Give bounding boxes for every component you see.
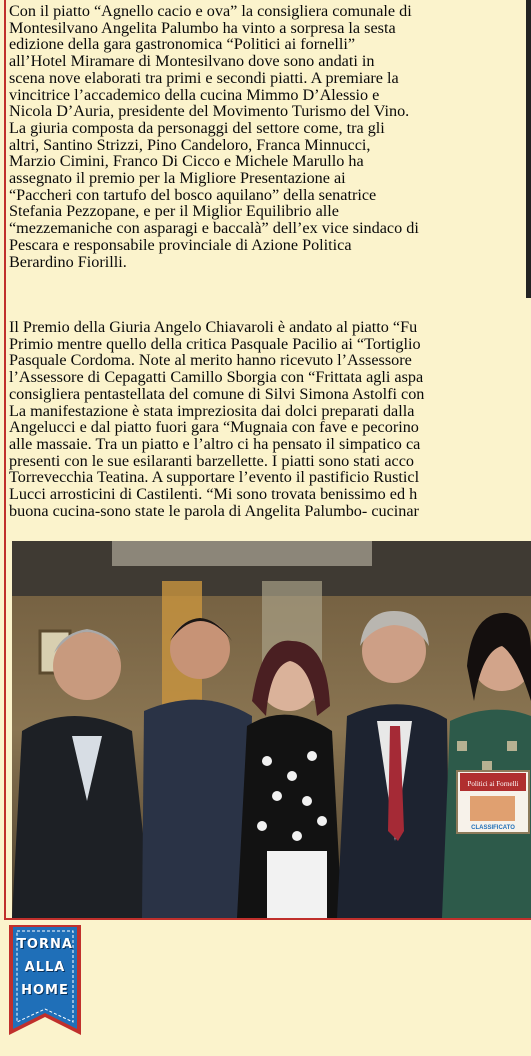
text-line: scena nove elaborati tra primi e secondi piatti. A premiare la xyxy=(9,68,399,87)
text-line: alle massaie. Tra un piatto e l’altro ci ha pensato il simpatico ca xyxy=(9,434,421,453)
text-line: Con il piatto “Agnello cacio e ova” la consigliera comunale di xyxy=(9,2,412,20)
text-line: presenti con le sue esilaranti barzellette. I piatti sono stati acco xyxy=(9,451,414,470)
text-line: Marzio Cimini, Franco Di Cicco e Michele Marullo ha xyxy=(9,152,364,171)
home-label-line-1: TORNA xyxy=(17,937,73,952)
text-line: “mezzemaniche con asparagi e baccalà” dell’ex vice sindaco di xyxy=(9,219,419,238)
text-line: altri, Santino Strizzi, Pino Candeloro, Franca Minnucci, xyxy=(9,135,371,154)
text-line: Angelucci e dal piatto fuori gara “Mugnaia con fave e pecorino xyxy=(9,418,419,437)
text-line: Montesilvano Angelita Palumbo ha vinto a sorpresa la sesta xyxy=(9,18,396,37)
text-line: consigliera pentastellata del comune di Silvi Simona Astolfi con xyxy=(9,384,425,403)
text-line: vincitrice l’accademico della cucina Mimmo D’Alessio e xyxy=(9,85,380,104)
text-line: edizione della gara gastronomica “Politici ai fornelli” xyxy=(9,35,356,54)
article-paragraph-2 xyxy=(9,319,424,519)
text-line: La manifestazione è stata impreziosita dai dolci preparati dalla xyxy=(9,401,415,420)
text-line: Pasquale Cordoma. Note al merito hanno ricevuto l’Assessore xyxy=(9,351,412,370)
text-line: Berardino Fiorilli. xyxy=(9,252,127,271)
article-paragraph-1 xyxy=(9,3,419,270)
home-label-line-3: HOME xyxy=(21,983,69,998)
text-line: La giuria composta da personaggi del settore come, tra gli xyxy=(9,118,385,137)
plaque-badge: CLASSIFICATO xyxy=(471,825,515,831)
text-line: buona cucina-sono state le parola di Angelita Palumbo- cucinar xyxy=(9,501,419,520)
back-to-home-button[interactable] xyxy=(9,925,81,1035)
plaque-title: Politici ai Fornelli xyxy=(467,780,519,788)
home-button-label xyxy=(9,933,81,1002)
text-line: l’Assessore di Cepagatti Camillo Sborgia con “Frittata agli aspa xyxy=(9,368,424,387)
text-line: all’Hotel Miramare di Montesilvano dove sono andati in xyxy=(9,52,375,71)
home-label-line-2: ALLA xyxy=(24,960,66,975)
text-line: Lucci arrosticini di Castilenti. “Mi sono trovata benissimo ed h xyxy=(9,485,418,504)
text-line: Torrevecchia Teatina. A supportare l’evento il pastificio Rusticl xyxy=(9,468,420,487)
text-line: “Paccheri con tartufo del bosco aquilano” della senatrice xyxy=(9,185,377,204)
text-line: Pescara e responsabile provinciale di Azione Politica xyxy=(9,235,352,254)
text-line: Il Premio della Giuria Angelo Chiavaroli è andato al piatto “Fu xyxy=(9,318,418,336)
event-photo xyxy=(12,541,531,918)
text-line: Primio mentre quello della critica Pasquale Pacilio ai “Tortiglio xyxy=(9,334,421,353)
text-line: Nicola D’Auria, presidente del Movimento Turismo del Vino. xyxy=(9,102,410,121)
text-line: assegnato il premio per la Migliore Presentazione ai xyxy=(9,169,346,188)
scrollbar[interactable] xyxy=(526,0,531,298)
text-line: Stefania Pezzopane, e per il Miglior Equilibrio alle xyxy=(9,202,339,221)
